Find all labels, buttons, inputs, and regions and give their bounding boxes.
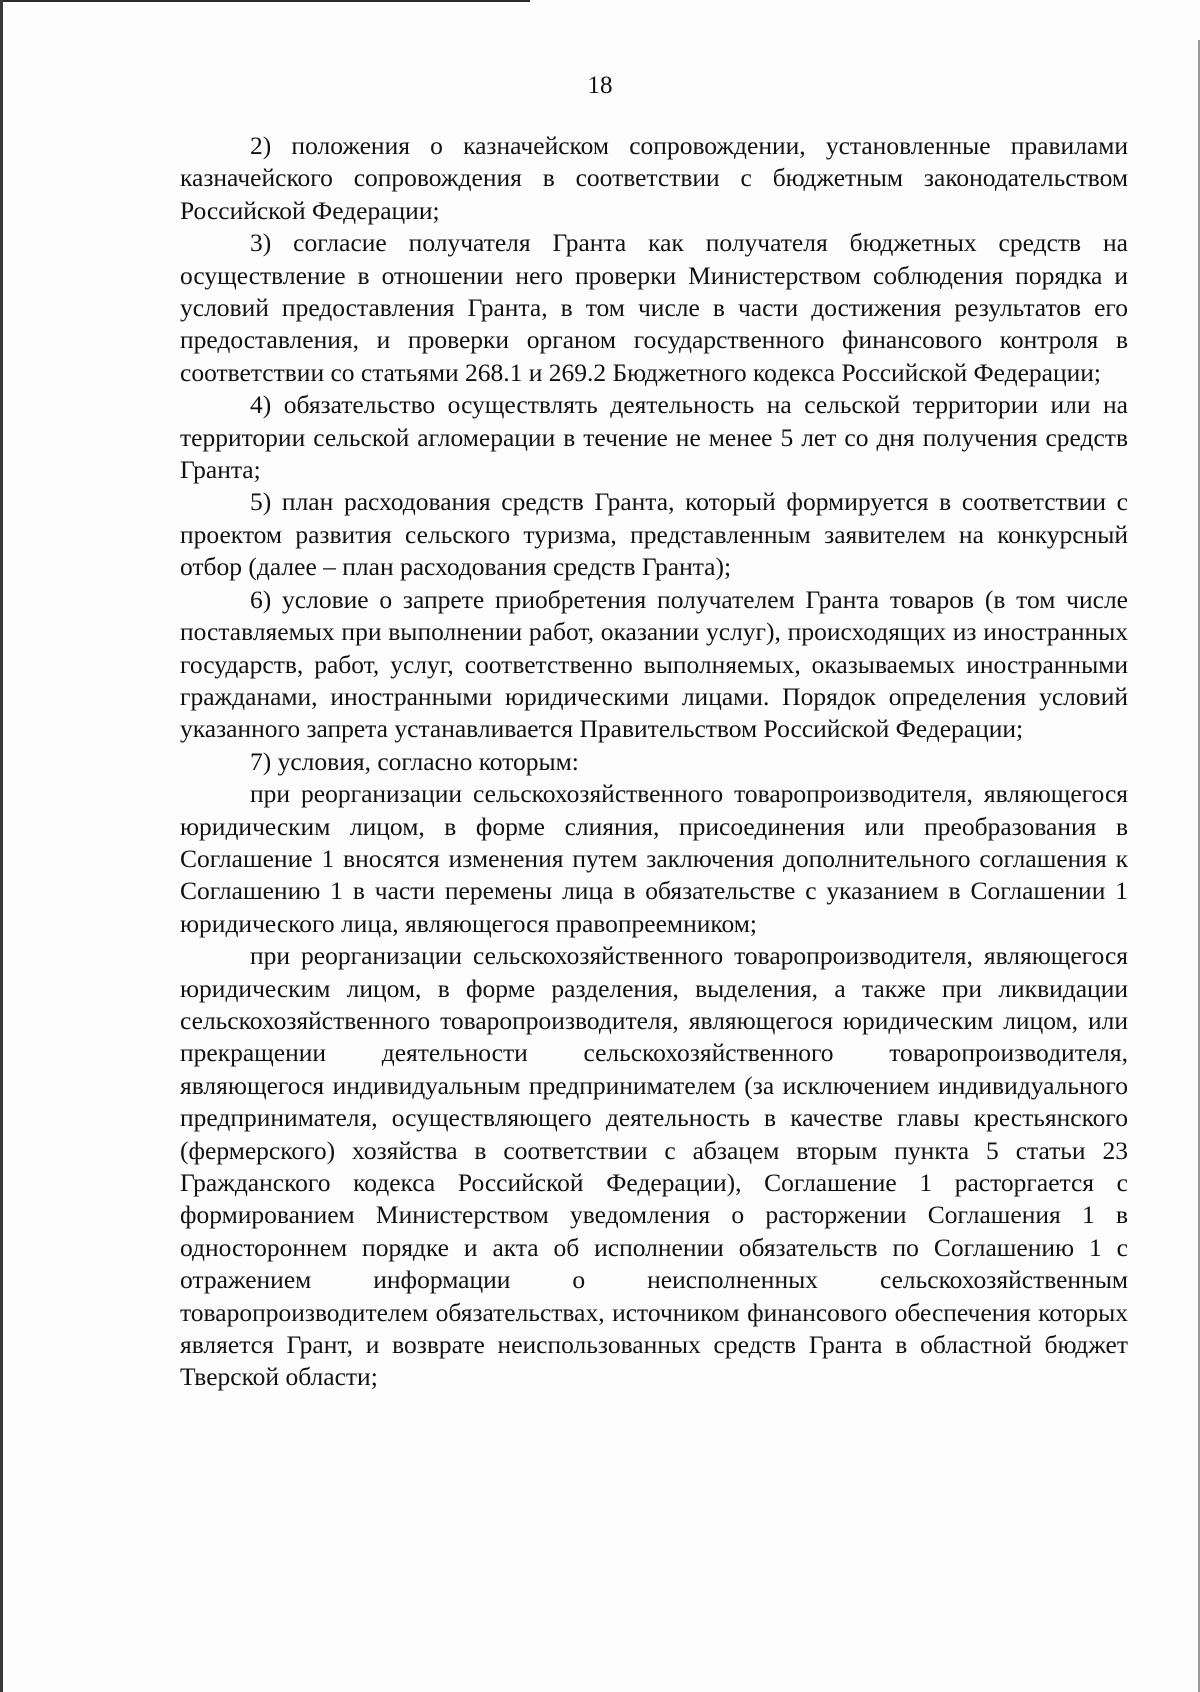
scan-edge-line (0, 0, 530, 2)
paragraph-item-4: 4) обязательство осуществлять деятельность на сельской территории или на территории сельской агломерации в течение не менее 5 лет со дня получения средств Гранта; (180, 390, 1128, 485)
paragraph-item-7: 7) условия, согласно которым: (250, 746, 579, 776)
paragraph-item-5: 5) план расходования средств Гранта, который формируется в соответствии с проектом развития сельского туризма, представленным заявителем на конкурсный отбор (далее – план расходования средств Гранта); (180, 487, 1128, 582)
page-number: 18 (587, 72, 613, 99)
document-body (180, 130, 1128, 1394)
paragraph-item-2: 2) положения о казначейском сопровождении, установленные правилами казначейского сопровождения в соответствии с бюджетным законодательством Российской Федерации; (180, 131, 1128, 225)
paragraph-item-3: 3) согласие получателя Гранта как получателя бюджетных средств на осуществление в отношении него проверки Министерством соблюдения порядка и условий предоставления Гранта, в том числе в части достижения результатов его предоставления, и проверки органом государственного финансового контроля в соответствии со статьями 268.1 и 269.2 Бюджетного кодекса Российской Федерации; (180, 228, 1128, 387)
paragraph-division-condition: при реорганизации сельскохозяйственного товаропроизводителя, являющегося юридическим лицом, в форме разделения, выделения, а также при ликвидации сельскохозяйственного товаропроизводителя, являющегося юридическим лицом, или прекращении деятельности сельскохозяйственного товаропроизводителя, являющегося индивидуальным предпринимателем (за исключением индивидуального предпринимателя, осуществляющего деятельность в качестве главы крестьянского (фермерского) хозяйства в соответствии с абзацем вторым пункта 5 статьи 23 Гражданского кодекса Российской Федерации), Соглашение 1 расторгается с формированием Министерством уведомления о расторжении Соглашения 1 в одностороннем порядке и акта об исполнении обязательств по Соглашению 1 с отражением информации о неисполненных сельскохозяйственным товаропроизводителем обязательствах, источником финансового обеспечения которых является Грант, и возврате неиспользованных средств Гранта в областной бюджет Тверской области; (180, 941, 1128, 1392)
paragraph-merger-condition: при реорганизации сельскохозяйственного товаропроизводителя, являющегося юридическим лицом, в форме слияния, присоединения или преобразования в Соглашение 1 вносятся изменения путем заключения дополнительного соглашения к Соглашению 1 в части перемены лица в обязательстве с указанием в Соглашении 1 юридического лица, являющегося правопреемником; (180, 779, 1128, 938)
paragraph-item-6: 6) условие о запрете приобретения получателем Гранта товаров (в том числе поставляемых при выполнении работ, оказании услуг), происходящих из иностранных государств, работ, услуг, соответственно выполняемых, оказываемых иностранными гражданами, иностранными юридическими лицами. Порядок определения условий указанного запрета устанавливается Правительством Российской Федерации; (180, 584, 1128, 744)
scan-left-edge (0, 0, 3, 1692)
